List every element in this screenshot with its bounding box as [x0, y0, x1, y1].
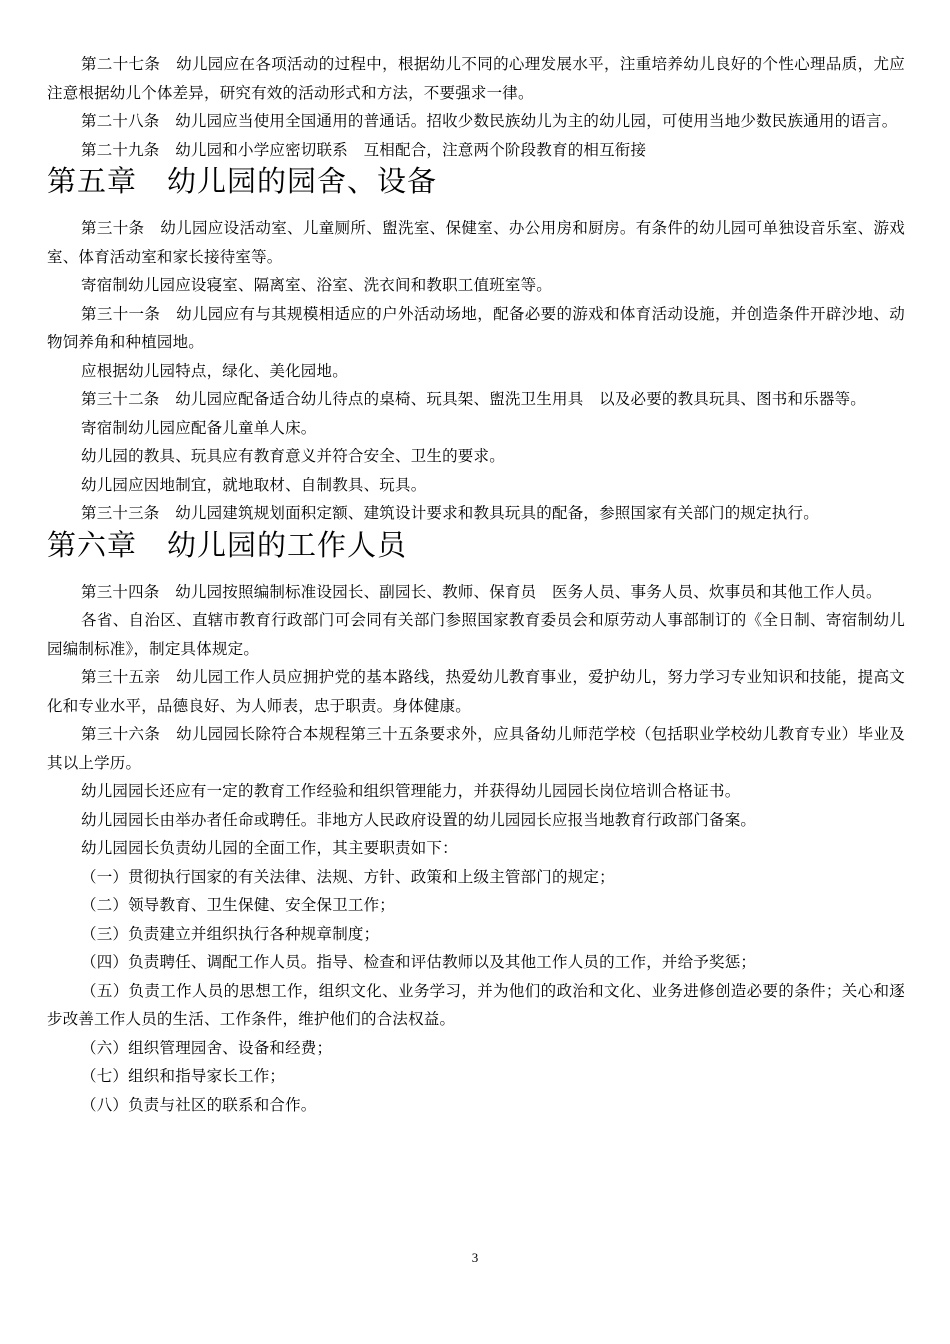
list-item: （七）组织和指导家长工作； — [81, 1067, 286, 1085]
paragraph: 应根据幼儿园特点，绿化、美化园地。 — [81, 361, 348, 380]
list-item: （二）领导教育、卫生保健、安全保卫工作； — [81, 896, 396, 914]
paragraph: 第三十二条 幼儿园应配备适合幼儿待点的桌椅、玩具架、盥洗卫生用具 以及必要的教具玩具、图书和乐器等。 — [81, 390, 867, 408]
paragraph: 幼儿园园长负责幼儿园的全面工作，其主要职责如下： — [81, 839, 458, 857]
paragraph: 第三十五亲 幼儿园工作人员应拥护党的基本路线，热爱幼儿教育事业，爱护幼儿，努力学习专业知识和技能，提高文化和专业水平，品德良好、为人师表，忠于职责。身体健康。 — [47, 668, 905, 715]
list-item: （六）组织管理园舍、设备和经费； — [81, 1038, 333, 1057]
paragraph: 第三十三条 幼儿园建筑规划面积定额、建筑设计要求和教具玩具的配备，参照国家有关部门的规定执行。 — [81, 504, 819, 522]
list-item: （四）负责聘任、调配工作人员。指导、检查和评估教师以及其他工作人员的工作，并给予奖惩； — [81, 953, 757, 971]
paragraph: 第三十四条 幼儿园按照编制标准设园长、副园长、教师、保育员 医务人员、事务人员、炊事员和其他工作人员。 — [81, 582, 882, 601]
paragraph: 寄宿制幼儿园应配备儿童单人床。 — [81, 418, 317, 437]
paragraph: 第二十八条 幼儿园应当使用全国通用的普通话。招收少数民族幼儿为主的幼儿园，可使用当地少数民族通用的语言。 — [81, 112, 898, 130]
paragraph: 第二十九条 幼儿园和小学应密切联系 互相配合，注意两个阶段教育的相互衔接 — [81, 140, 647, 159]
paragraph: 幼儿园应因地制宜，就地取材、自制教具、玩具。 — [81, 475, 427, 494]
chapter-6-heading-block — [47, 528, 905, 562]
list-item: （五）负责工作人员的思想工作，组织文化、业务学习，并为他们的政治和文化、业务进修创造必要的条件；关心和逐步改善工作人员的生活、工作条件，维护他们的合法权益。 — [47, 981, 905, 1028]
paragraph: 幼儿园园长由举办者任命或聘任。非地方人民政府设置的幼儿园园长应报当地教育行政部门备案。 — [81, 810, 757, 829]
paragraph: 幼儿园园长还应有一定的教育工作经验和组织管理能力，并获得幼儿园园长岗位培训合格证书。 — [81, 782, 741, 800]
list-item: （三）负责建立并组织执行各种规章制度； — [81, 924, 380, 943]
paragraph: 幼儿园的教具、玩具应有教育意义并符合安全、卫生的要求。 — [81, 447, 505, 465]
chapter-6-title: 第六章 幼儿园的工作人员 — [47, 527, 408, 562]
paragraph: 寄宿制幼儿园应设寝室、隔离室、浴室、洗衣间和教职工值班室等。 — [81, 276, 553, 294]
paragraph: 第三十六条 幼儿园园长除符合本规程第三十五条要求外，应具备幼儿师范学校（包括职业学校幼儿教育专业）毕业及其以上学历。 — [47, 725, 905, 772]
list-item: （一）贯彻执行国家的有关法律、法规、方针、政策和上级主管部门的规定； — [81, 867, 615, 886]
chapter-5-title: 第五章 幼儿园的园舍、设备 — [47, 164, 438, 198]
chapter-5-heading-block — [47, 164, 905, 198]
paragraph: 第三十条 幼儿园应设活动室、儿童厕所、盥洗室、保健室、办公用房和厨房。有条件的幼儿园可单独设音乐室、游戏室、体育活动室和家长接待室等。 — [47, 219, 905, 266]
paragraph: 第二十七条 幼儿园应在各项活动的过程中，根据幼儿不同的心理发展水平，注重培养幼儿良好的个性心理品质，尤应注意根据幼儿个体差异，研究有效的活动形式和方法，不要强求一律。 — [47, 55, 905, 102]
list-item: （八）负责与社区的联系和合作。 — [81, 1095, 317, 1114]
document-page — [47, 50, 905, 1119]
paragraph: 第三十一条 幼儿园应有与其规模相适应的户外活动场地，配备必要的游戏和体育活动设施，并创造条件开辟沙地、动物饲养角和种植园地。 — [47, 304, 905, 351]
page-number: 3 — [471, 1250, 479, 1265]
paragraph: 各省、自治区、直辖市教育行政部门可会同有关部门参照国家教育委员会和原劳动人事部制订的《全日制、寄宿制幼儿园编制标准》，制定具体规定。 — [47, 611, 905, 658]
